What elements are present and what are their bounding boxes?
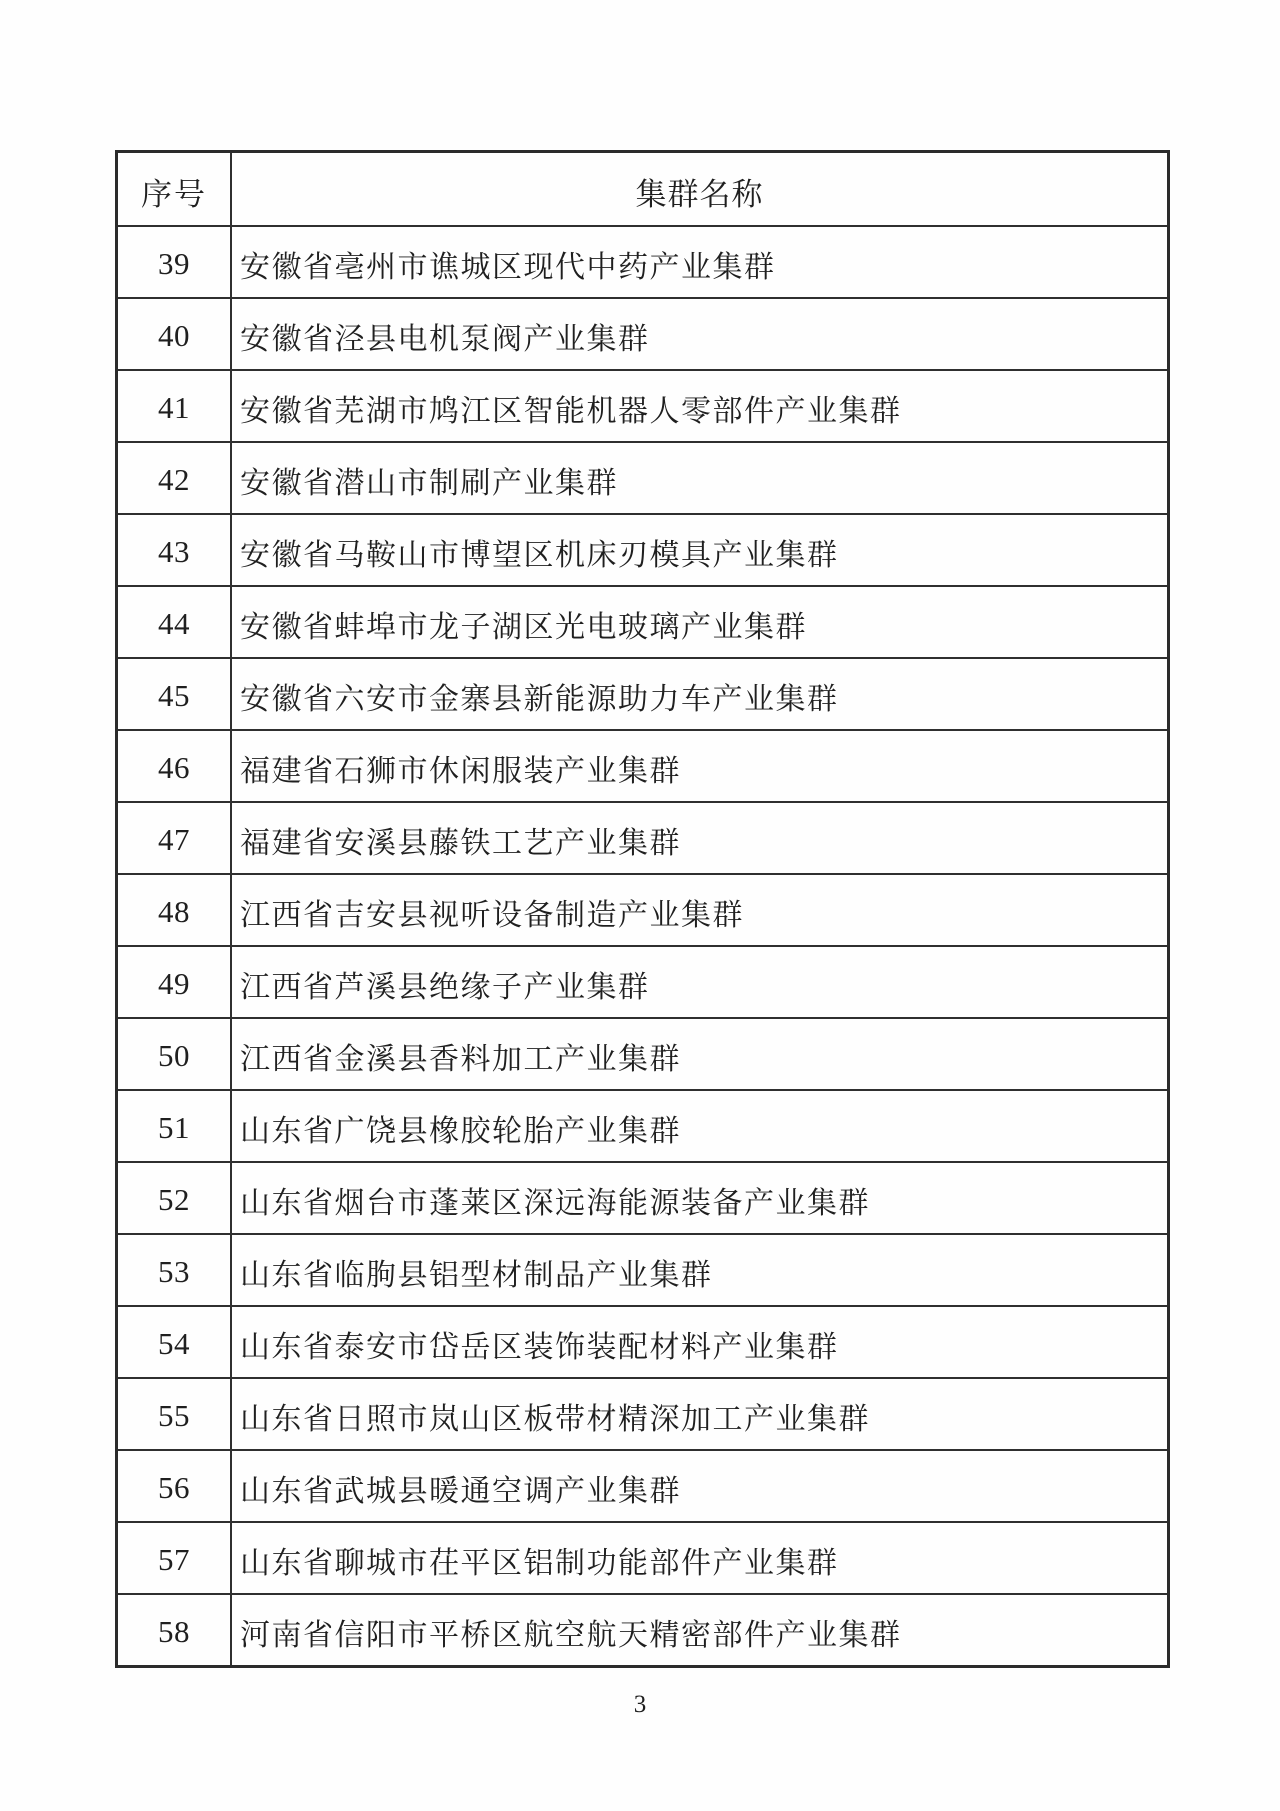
- row-index: 46: [118, 731, 232, 801]
- row-index: 41: [118, 371, 232, 441]
- cluster-name: 山东省烟台市蓬莱区深远海能源装备产业集群: [240, 1187, 870, 1220]
- cluster-table: [115, 150, 1170, 1668]
- cluster-name: 山东省泰安市岱岳区装饰装配材料产业集群: [240, 1331, 839, 1364]
- row-index: 44: [118, 587, 232, 657]
- row-index: 49: [118, 947, 232, 1017]
- row-index: 48: [118, 875, 232, 945]
- cluster-name: 福建省石狮市休闲服装产业集群: [240, 755, 681, 788]
- row-index: 52: [118, 1163, 232, 1233]
- table-row: [118, 1521, 1167, 1593]
- cluster-name: 山东省武城县暖通空调产业集群: [240, 1475, 681, 1508]
- cluster-name: 安徽省泾县电机泵阀产业集群: [240, 323, 650, 356]
- table-row: [118, 945, 1167, 1017]
- table-row: [118, 225, 1167, 297]
- table-row: [118, 1593, 1167, 1665]
- table-row: [118, 441, 1167, 513]
- cluster-name: 安徽省亳州市谯城区现代中药产业集群: [240, 251, 776, 284]
- cluster-name: 安徽省六安市金寨县新能源助力车产业集群: [240, 683, 839, 716]
- table-row: [118, 1377, 1167, 1449]
- row-index: 50: [118, 1019, 232, 1089]
- table-header-row: [118, 153, 1167, 225]
- cluster-name: 山东省聊城市茌平区铝制功能部件产业集群: [240, 1547, 839, 1580]
- page-number: 3: [633, 1691, 647, 1718]
- cluster-name: 安徽省潜山市制刷产业集群: [240, 467, 618, 500]
- cluster-name: 安徽省芜湖市鸠江区智能机器人零部件产业集群: [240, 395, 902, 428]
- row-index: 58: [118, 1595, 232, 1665]
- table-row: [118, 585, 1167, 657]
- table-row: [118, 369, 1167, 441]
- table-row: [118, 657, 1167, 729]
- header-index: 序号: [118, 153, 232, 225]
- row-index: 45: [118, 659, 232, 729]
- table-row: [118, 1305, 1167, 1377]
- cluster-name: 安徽省蚌埠市龙子湖区光电玻璃产业集群: [240, 611, 807, 644]
- row-index: 40: [118, 299, 232, 369]
- cluster-name: 江西省吉安县视听设备制造产业集群: [240, 899, 744, 932]
- table-row: [118, 1161, 1167, 1233]
- table-row: [118, 297, 1167, 369]
- cluster-name: 江西省金溪县香料加工产业集群: [240, 1043, 681, 1076]
- row-index: 39: [118, 227, 232, 297]
- table-row: [118, 873, 1167, 945]
- table-row: [118, 1017, 1167, 1089]
- table-row: [118, 1449, 1167, 1521]
- cluster-name: 安徽省马鞍山市博望区机床刃模具产业集群: [240, 539, 839, 572]
- header-cluster-name: 集群名称: [635, 176, 764, 212]
- row-index: 51: [118, 1091, 232, 1161]
- table-body: [118, 225, 1167, 1665]
- row-index: 56: [118, 1451, 232, 1521]
- table-row: [118, 801, 1167, 873]
- row-index: 57: [118, 1523, 232, 1593]
- row-index: 54: [118, 1307, 232, 1377]
- cluster-name: 河南省信阳市平桥区航空航天精密部件产业集群: [240, 1619, 902, 1652]
- table-row: [118, 1233, 1167, 1305]
- cluster-name: 福建省安溪县藤铁工艺产业集群: [240, 827, 681, 860]
- table-row: [118, 1089, 1167, 1161]
- row-index: 47: [118, 803, 232, 873]
- row-index: 43: [118, 515, 232, 585]
- cluster-name: 山东省临朐县铝型材制品产业集群: [240, 1259, 713, 1292]
- cluster-name: 山东省广饶县橡胶轮胎产业集群: [240, 1115, 681, 1148]
- cluster-name: 江西省芦溪县绝缘子产业集群: [240, 971, 650, 1004]
- cluster-name: 山东省日照市岚山区板带材精深加工产业集群: [240, 1403, 870, 1436]
- table-row: [118, 513, 1167, 585]
- row-index: 53: [118, 1235, 232, 1305]
- row-index: 42: [118, 443, 232, 513]
- table-row: [118, 729, 1167, 801]
- row-index: 55: [118, 1379, 232, 1449]
